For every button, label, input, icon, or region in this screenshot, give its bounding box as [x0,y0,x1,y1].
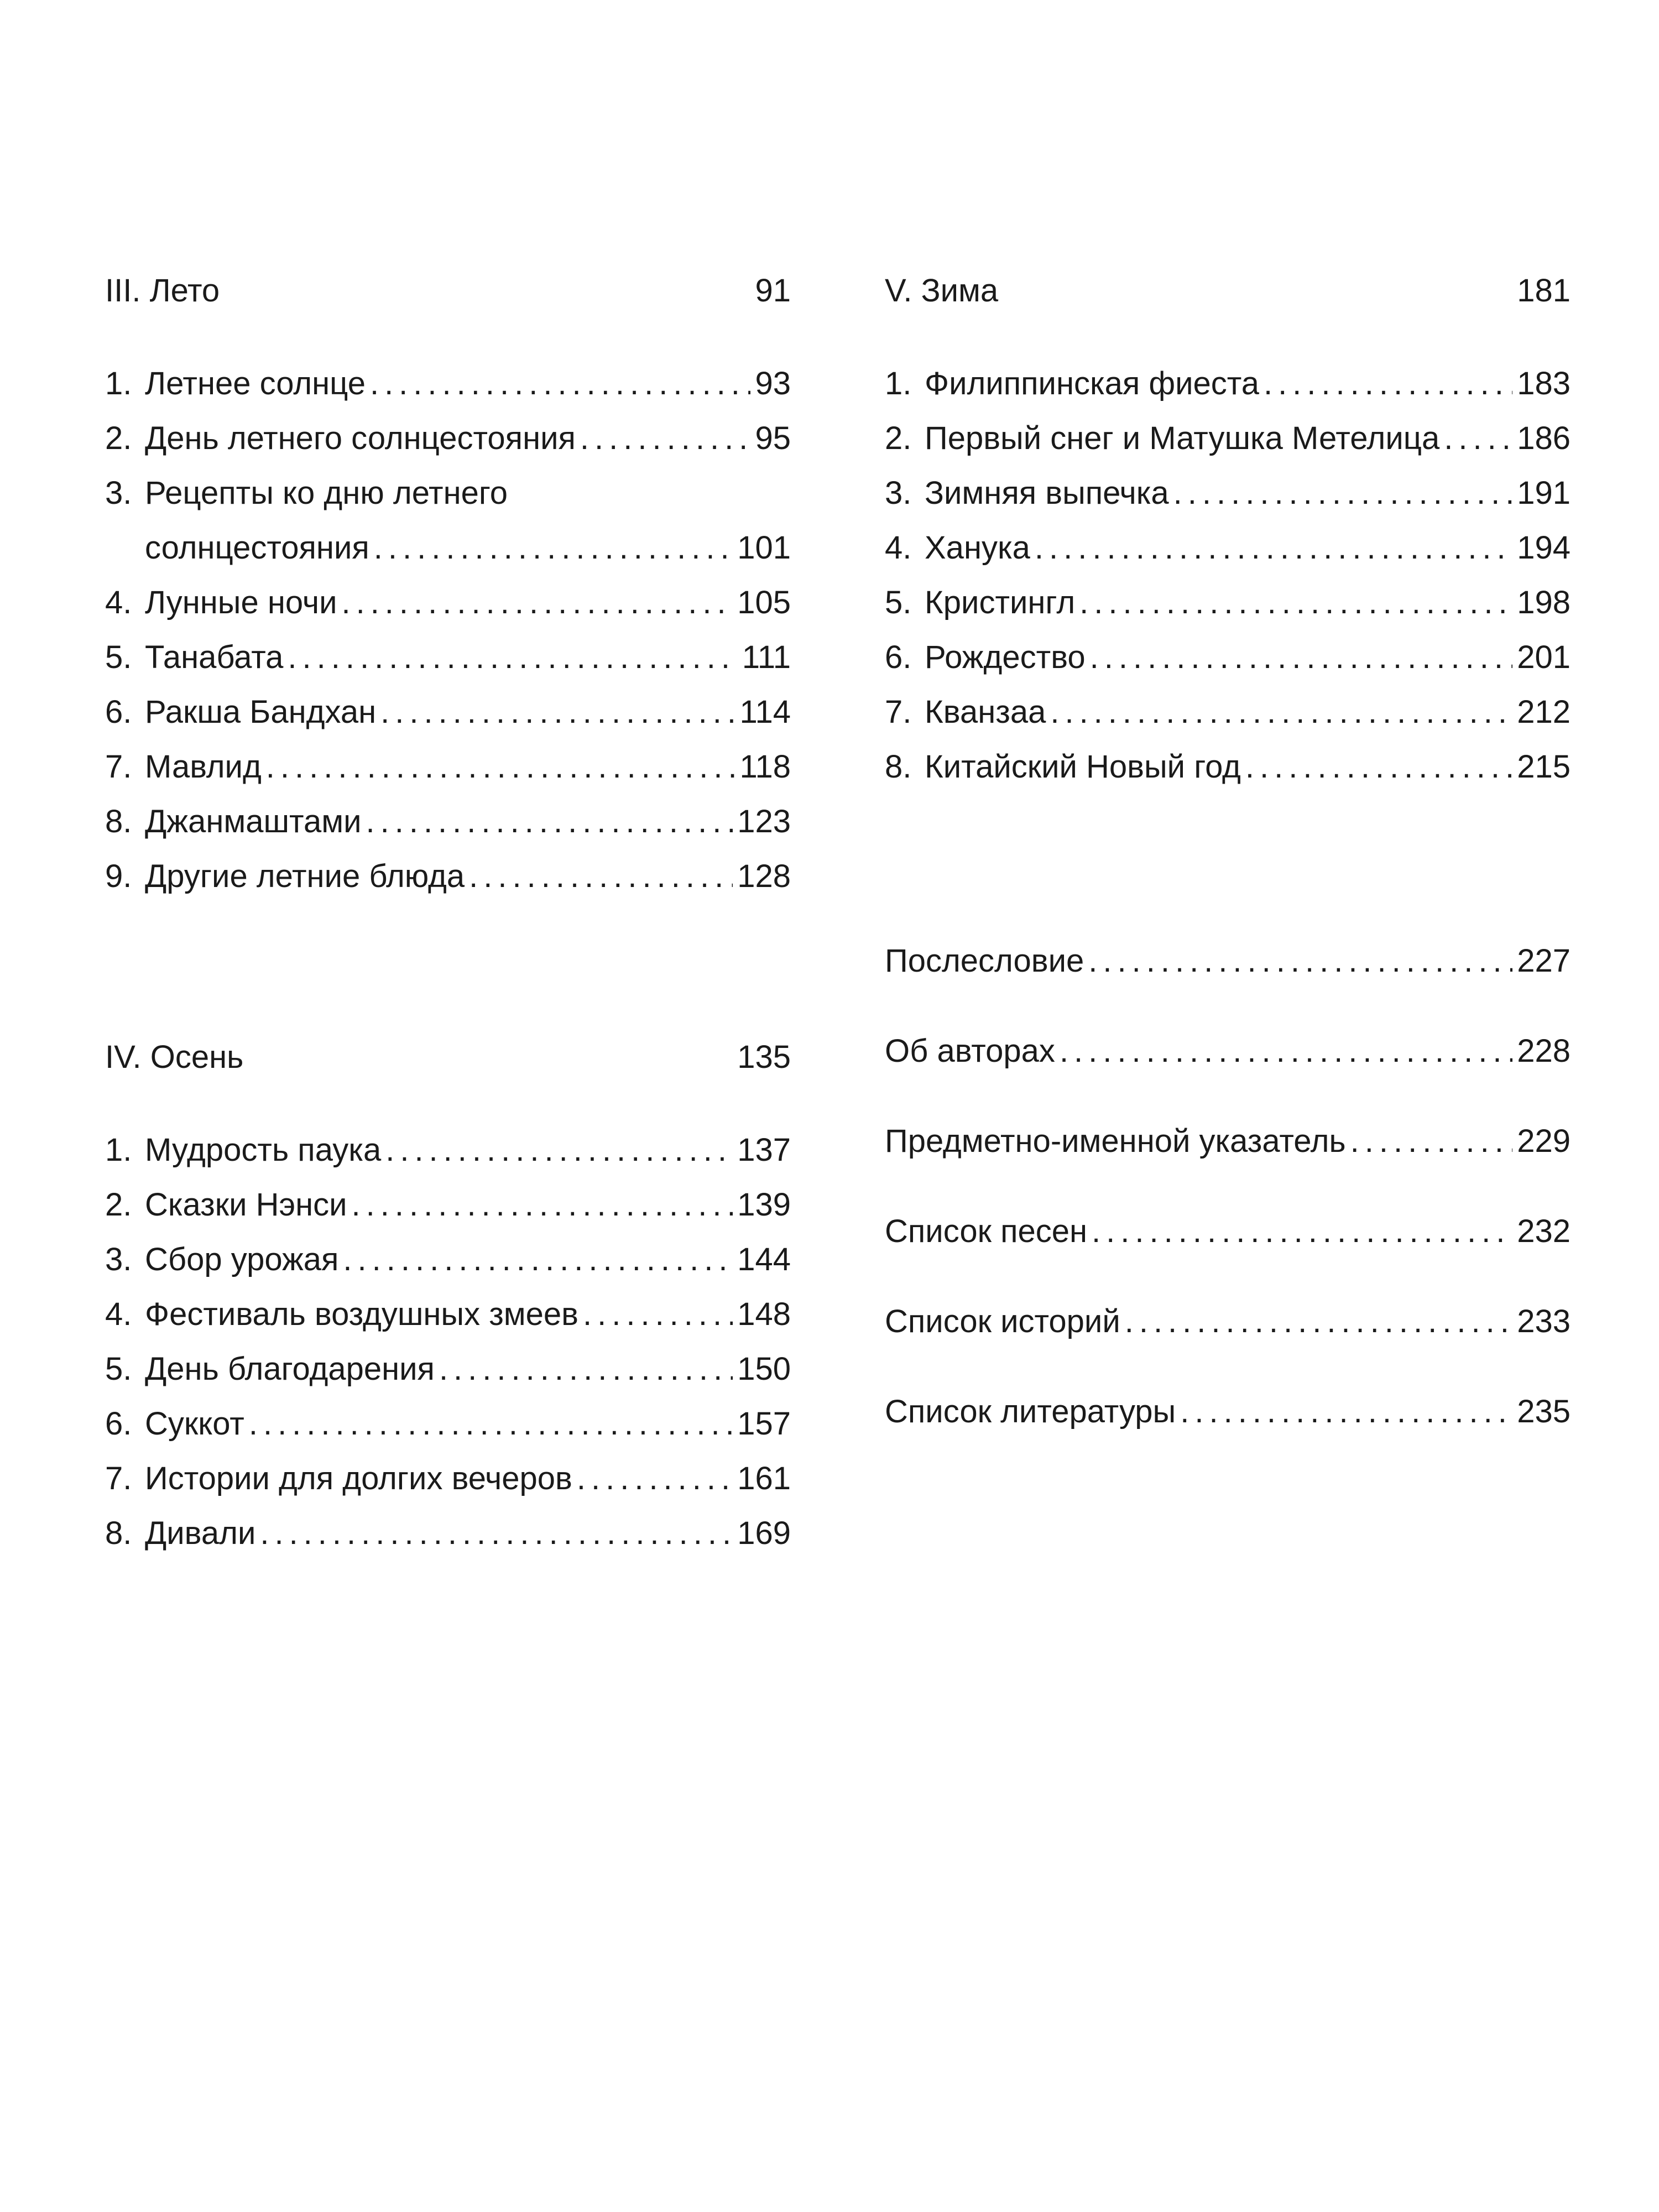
dot-leader [352,1177,733,1232]
toc-entry[interactable] [105,1287,791,1342]
entry-page: 215 [1517,749,1571,785]
entry-page: 128 [737,858,791,894]
dot-leader [260,1506,733,1561]
entry-page: 111 [742,639,791,675]
entry-number: 4. [885,530,912,566]
entry-page: 201 [1517,639,1571,675]
entry-page: 227 [1517,943,1571,979]
entry-page: 228 [1517,1033,1571,1069]
toc-entry[interactable] [885,739,1571,794]
entry-number: 3. [105,475,132,511]
entry-page: 139 [737,1187,791,1223]
dot-leader [370,356,751,411]
toc-entry-song-list[interactable] [885,1186,1571,1276]
dot-leader [439,1342,733,1396]
dot-leader [385,1123,733,1177]
dot-leader [1035,520,1512,575]
toc-entry-afterword[interactable] [885,916,1571,1006]
entry-title-line2: солнцестояния [145,530,369,566]
entry-number: 6. [885,639,912,675]
section-page: 181 [1517,273,1571,309]
toc-entry[interactable] [105,1232,791,1287]
entry-page: 198 [1517,585,1571,620]
entry-title: Предметно-именной указатель [885,1123,1346,1159]
entry-title: Танабата [145,639,284,675]
entry-title: Список историй [885,1303,1120,1339]
entry-page: 157 [737,1406,791,1442]
entry-title: Суккот [145,1406,244,1442]
entry-page: 212 [1517,694,1571,730]
entry-page: 150 [737,1351,791,1387]
entry-title: Сбор урожая [145,1241,339,1277]
toc-entry[interactable] [885,520,1571,575]
toc-entry[interactable] [105,411,791,466]
entry-number: 3. [105,1241,132,1277]
toc-back-matter [885,916,1571,1457]
section-heading [885,264,1571,317]
entry-number: 4. [105,585,132,620]
dot-leader [1180,1366,1512,1457]
entry-number: 5. [885,585,912,620]
entry-title: Ханука [925,530,1030,566]
section-heading [105,264,791,317]
dot-leader [583,1287,733,1342]
entry-page: 232 [1517,1213,1571,1249]
entry-number: 1. [105,366,132,401]
entry-number: 7. [105,749,132,785]
entry-page: 144 [737,1241,791,1277]
entry-list [105,356,791,904]
toc-entry[interactable] [885,630,1571,685]
entry-page: 101 [737,530,791,566]
entry-title: Летнее солнце [145,366,366,401]
entry-number: 7. [105,1460,132,1496]
toc-left-column [105,264,791,1561]
entry-title: Джанмаштами [145,804,362,839]
entry-title: Об авторах [885,1033,1055,1069]
section-title: V. Зима [885,273,999,309]
toc-entry-story-list[interactable] [885,1276,1571,1366]
toc-section-winter [885,264,1571,794]
entry-page: 137 [737,1132,791,1168]
toc-entry-bibliography[interactable] [885,1366,1571,1457]
entry-number: 5. [105,1351,132,1387]
toc-entry[interactable] [885,356,1571,411]
dot-leader [1245,739,1512,794]
toc-entry[interactable] [885,575,1571,630]
entry-number: 2. [105,420,132,456]
toc-entry[interactable] [105,1177,791,1232]
section-page: 91 [755,273,791,309]
entry-page: 148 [737,1296,791,1332]
section-page: 135 [737,1039,791,1075]
toc-entry[interactable] [105,1123,791,1177]
entry-title: День летнего солнцестояния [145,420,576,456]
entry-title-line1: Рецепты ко дню летнего [145,475,508,511]
section-title: III. Лето [105,273,220,309]
entry-page: 186 [1517,420,1571,456]
dot-leader [1125,1276,1513,1366]
toc-section-summer [105,264,791,904]
entry-title: Мавлид [145,749,262,785]
dot-leader [1092,1186,1512,1276]
entry-page: 118 [739,749,791,785]
entry-title: Фестиваль воздушных змеев [145,1296,578,1332]
entry-number: 2. [885,420,912,456]
entry-number: 8. [105,1515,132,1551]
dot-leader [1050,685,1512,739]
entry-number: 6. [105,1406,132,1442]
entry-page: 123 [737,804,791,839]
entry-number: 9. [105,858,132,894]
toc-entry[interactable] [885,466,1571,520]
entry-number: 1. [885,366,912,401]
dot-leader [266,739,735,794]
entry-number: 8. [885,749,912,785]
entry-title: Кристингл [925,585,1076,620]
toc-entry-index[interactable] [885,1096,1571,1186]
dot-leader [249,1396,733,1451]
toc-section-autumn [105,1031,791,1561]
entry-title: Список литературы [885,1394,1176,1430]
entry-page: 233 [1517,1303,1571,1339]
dot-leader [343,1232,733,1287]
entry-number: 8. [105,804,132,839]
entry-page: 194 [1517,530,1571,566]
dot-leader [1079,575,1512,630]
dot-leader [577,1451,733,1506]
toc-entry-about-authors[interactable] [885,1006,1571,1096]
toc-entry[interactable] [105,630,791,685]
entry-title: Список песен [885,1213,1088,1249]
entry-title: Рождество [925,639,1086,675]
dot-leader [374,520,733,575]
entry-title: Лунные ночи [145,585,337,620]
entry-page: 235 [1517,1394,1571,1430]
entry-page: 183 [1517,366,1571,401]
entry-title: День благодарения [145,1351,435,1387]
entry-title: Сказки Нэнси [145,1187,347,1223]
dot-leader [1088,916,1512,1006]
entry-number: 4. [105,1296,132,1332]
dot-leader [380,685,735,739]
entry-page: 169 [737,1515,791,1551]
dot-leader [1060,1006,1512,1096]
entry-number: 7. [885,694,912,730]
dot-leader [580,411,751,466]
toc-entry[interactable] [885,411,1571,466]
entry-title: Китайский Новый год [925,749,1241,785]
toc-entry[interactable] [105,1451,791,1506]
entry-page: 93 [755,366,791,401]
toc-entry[interactable] [105,739,791,794]
entry-number: 2. [105,1187,132,1223]
entry-title: Филиппинская фиеста [925,366,1259,401]
section-title: IV. Осень [105,1039,244,1075]
entry-page: 105 [737,585,791,620]
entry-title: Послесловие [885,943,1084,979]
entry-title: Дивали [145,1515,256,1551]
toc-entry[interactable] [105,575,791,630]
entry-page: 95 [755,420,791,456]
entry-number: 6. [105,694,132,730]
entry-title: Кванзаа [925,694,1046,730]
toc-entry[interactable] [105,466,791,575]
entry-list [105,1123,791,1561]
toc-entry[interactable] [105,1342,791,1396]
dot-leader [1090,630,1513,685]
toc-entry[interactable] [105,1506,791,1561]
dot-leader [1173,466,1513,520]
entry-number: 1. [105,1132,132,1168]
toc-right-column [885,264,1571,1457]
entry-title: Истории для долгих вечеров [145,1460,572,1496]
toc-entry[interactable] [105,849,791,904]
entry-page: 191 [1517,475,1571,511]
toc-entry[interactable] [105,1396,791,1451]
dot-leader [288,630,737,685]
entry-title: Первый снег и Матушка Метелица [925,420,1440,456]
entry-title: Ракша Бандхан [145,694,377,730]
entry-page: 161 [737,1460,791,1496]
dot-leader [469,849,733,904]
toc-entry[interactable] [885,685,1571,739]
dot-leader [1444,411,1512,466]
dot-leader [341,575,733,630]
toc-entry[interactable] [105,356,791,411]
entry-title: Мудрость паука [145,1132,382,1168]
entry-number: 3. [885,475,912,511]
entry-number: 5. [105,639,132,675]
toc-entry[interactable] [105,685,791,739]
entry-list [885,356,1571,794]
dot-leader [1350,1096,1513,1186]
dot-leader [1264,356,1512,411]
entry-page: 229 [1517,1123,1571,1159]
entry-title: Зимняя выпечка [925,475,1169,511]
section-heading [105,1031,791,1084]
entry-page: 114 [739,694,791,730]
entry-title: Другие летние блюда [145,858,465,894]
dot-leader [366,794,733,849]
toc-entry[interactable] [105,794,791,849]
